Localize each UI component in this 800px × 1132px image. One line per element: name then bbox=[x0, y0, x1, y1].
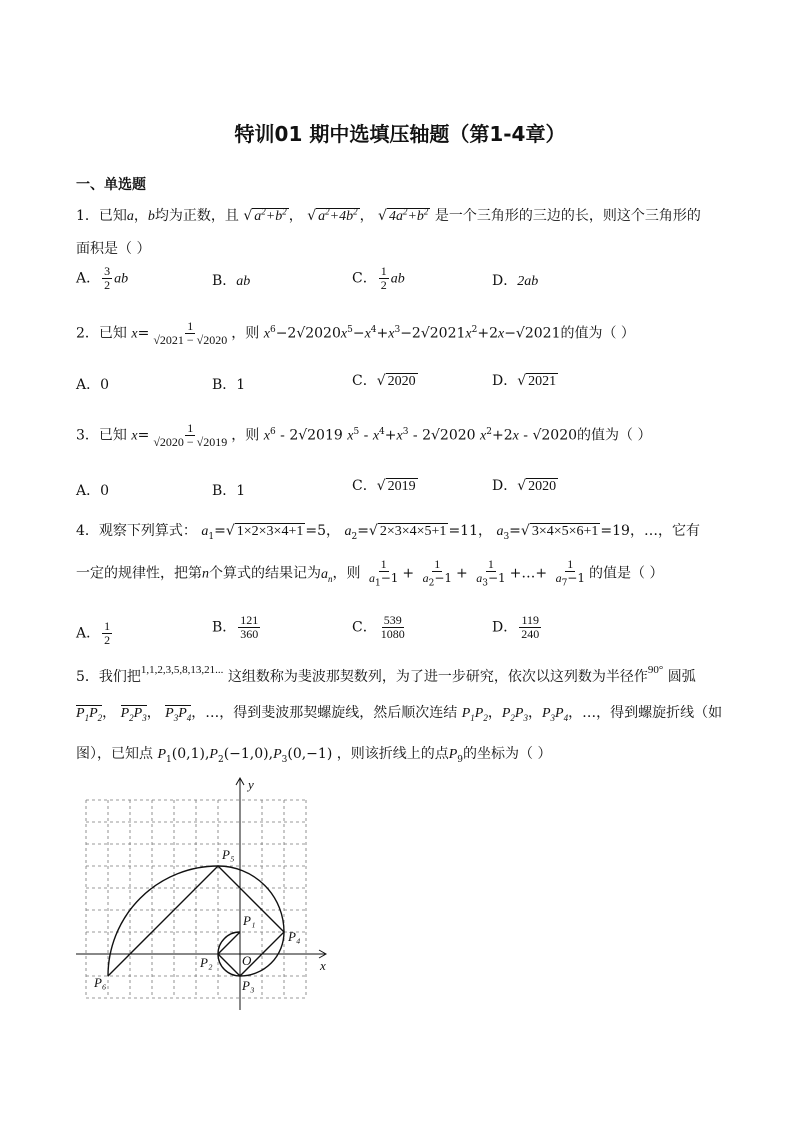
q1-option-a[interactable]: A． $\frac{3}{2}$ ab bbox=[76, 264, 129, 293]
question-1-line-1: 1．已知a，b均为正数，且 √ $a^2+b^2$ ， √ $a^2+4b^2$ ， √ $4a^2+b^2$ 是一个三角形的三边的长，则这个三角形的 bbox=[76, 206, 701, 224]
question-4-line-2: 一定的规律性，把第n个算式的结果记为$a_n$，则 $\frac{1}{a_1-1}$ + $\frac{1}{a_2-1}$ + $\frac{1}{a_3-1}$ +…+ $\frac{1}{a_7-1}$ 的值是（ ） bbox=[76, 557, 664, 589]
question-2-line: 2．已知 x= $\frac{1}{√2021 - √2020}$ ，则 $x^6-2√2020x^5-x^4+x^3-2√2021x^2+2x-√2021$的值为（ ） bbox=[76, 319, 635, 348]
q1-option-d[interactable]: D．2ab bbox=[492, 273, 539, 289]
q4-option-a[interactable]: A． $\frac{1}{2}$ bbox=[76, 619, 111, 648]
q4-option-d[interactable]: D． $\frac{119}{240}$ bbox=[492, 613, 540, 642]
question-5-line-1: 5．我们把$^{1,1,2,3,5,8,13,21...}$ 这组数称为斐波那契数列，为了进一步研究，依次以这列数为半径作$^{90^\circ}$ 圆弧 bbox=[76, 664, 696, 685]
question-3-line: 3．已知 x= $\frac{1}{√2020 - √2019}$ ，则 $x^6 - 2√2019$ $x^5 - x^4+x^3 - 2√2020$ $x^2+2x - √2020$的值为（ ） bbox=[76, 421, 652, 450]
spiral-diagram bbox=[76, 775, 336, 1010]
question-1-line-2: 面积是（ ） bbox=[76, 241, 151, 257]
q3-option-a[interactable]: A．0 bbox=[76, 483, 110, 499]
q3-option-c[interactable]: C．√ 2019 bbox=[352, 478, 416, 494]
label-p3: P₃ bbox=[242, 978, 255, 993]
page-title: 特训01 期中选填压轴题（第1-4章） bbox=[234, 122, 566, 146]
q3-option-d[interactable]: D．√ 2020 bbox=[492, 478, 557, 494]
label-p5: P₅ bbox=[222, 847, 235, 862]
spiral-figure bbox=[76, 775, 336, 1014]
label-origin: O bbox=[242, 953, 252, 968]
q3-option-b[interactable]: B．1 bbox=[212, 483, 246, 499]
dashed-grid bbox=[86, 800, 306, 998]
label-p4: P₄ bbox=[288, 929, 301, 944]
question-4-line-1: 4．观察下列算式： $a_1=√$ 1×2×3×4+1 =5， $a_2=√$ 2×3×4×5+1 =11， $a_3=√$ 3×4×5×6+1 =19，…，它有 bbox=[76, 523, 700, 542]
label-p6: P₆ bbox=[94, 975, 107, 990]
q4-option-c[interactable]: C． $\frac{539}{1080}$ bbox=[352, 613, 405, 642]
q1-option-c[interactable]: C． $\frac{1}{2}$ ab bbox=[352, 264, 405, 293]
question-5-line-2: $P_1P_2$， $P_2P_3$， $P_3P_4$，…，得到斐波那契螺旋线，然后顺次连结 $P_1P_2$，$P_2P_3$，$P_3P_4$，…，得到螺旋折线（如 bbox=[76, 705, 723, 723]
q4-option-b[interactable]: B． $\frac{121}{360}$ bbox=[212, 613, 259, 642]
q1-option-b[interactable]: B．ab bbox=[212, 273, 251, 289]
label-p1: P₁ bbox=[243, 913, 256, 928]
q2-option-a[interactable]: A．0 bbox=[76, 377, 110, 393]
label-x-axis: x bbox=[320, 958, 326, 973]
section-heading: 一、单选题 bbox=[76, 177, 146, 193]
q2-option-c[interactable]: C．√ 2020 bbox=[352, 373, 416, 389]
question-5-line-3: 图），已知点 $P_1(0,1),P_2(-1,0),P_3(0,-1)$ ，则该折线上的点$P_9$的坐标为（ ） bbox=[76, 746, 552, 765]
q2-option-d[interactable]: D．√ 2021 bbox=[492, 373, 557, 389]
q2-option-b[interactable]: B．1 bbox=[212, 377, 246, 393]
label-y-axis: y bbox=[248, 777, 254, 792]
label-p2: P₂ bbox=[200, 955, 213, 970]
